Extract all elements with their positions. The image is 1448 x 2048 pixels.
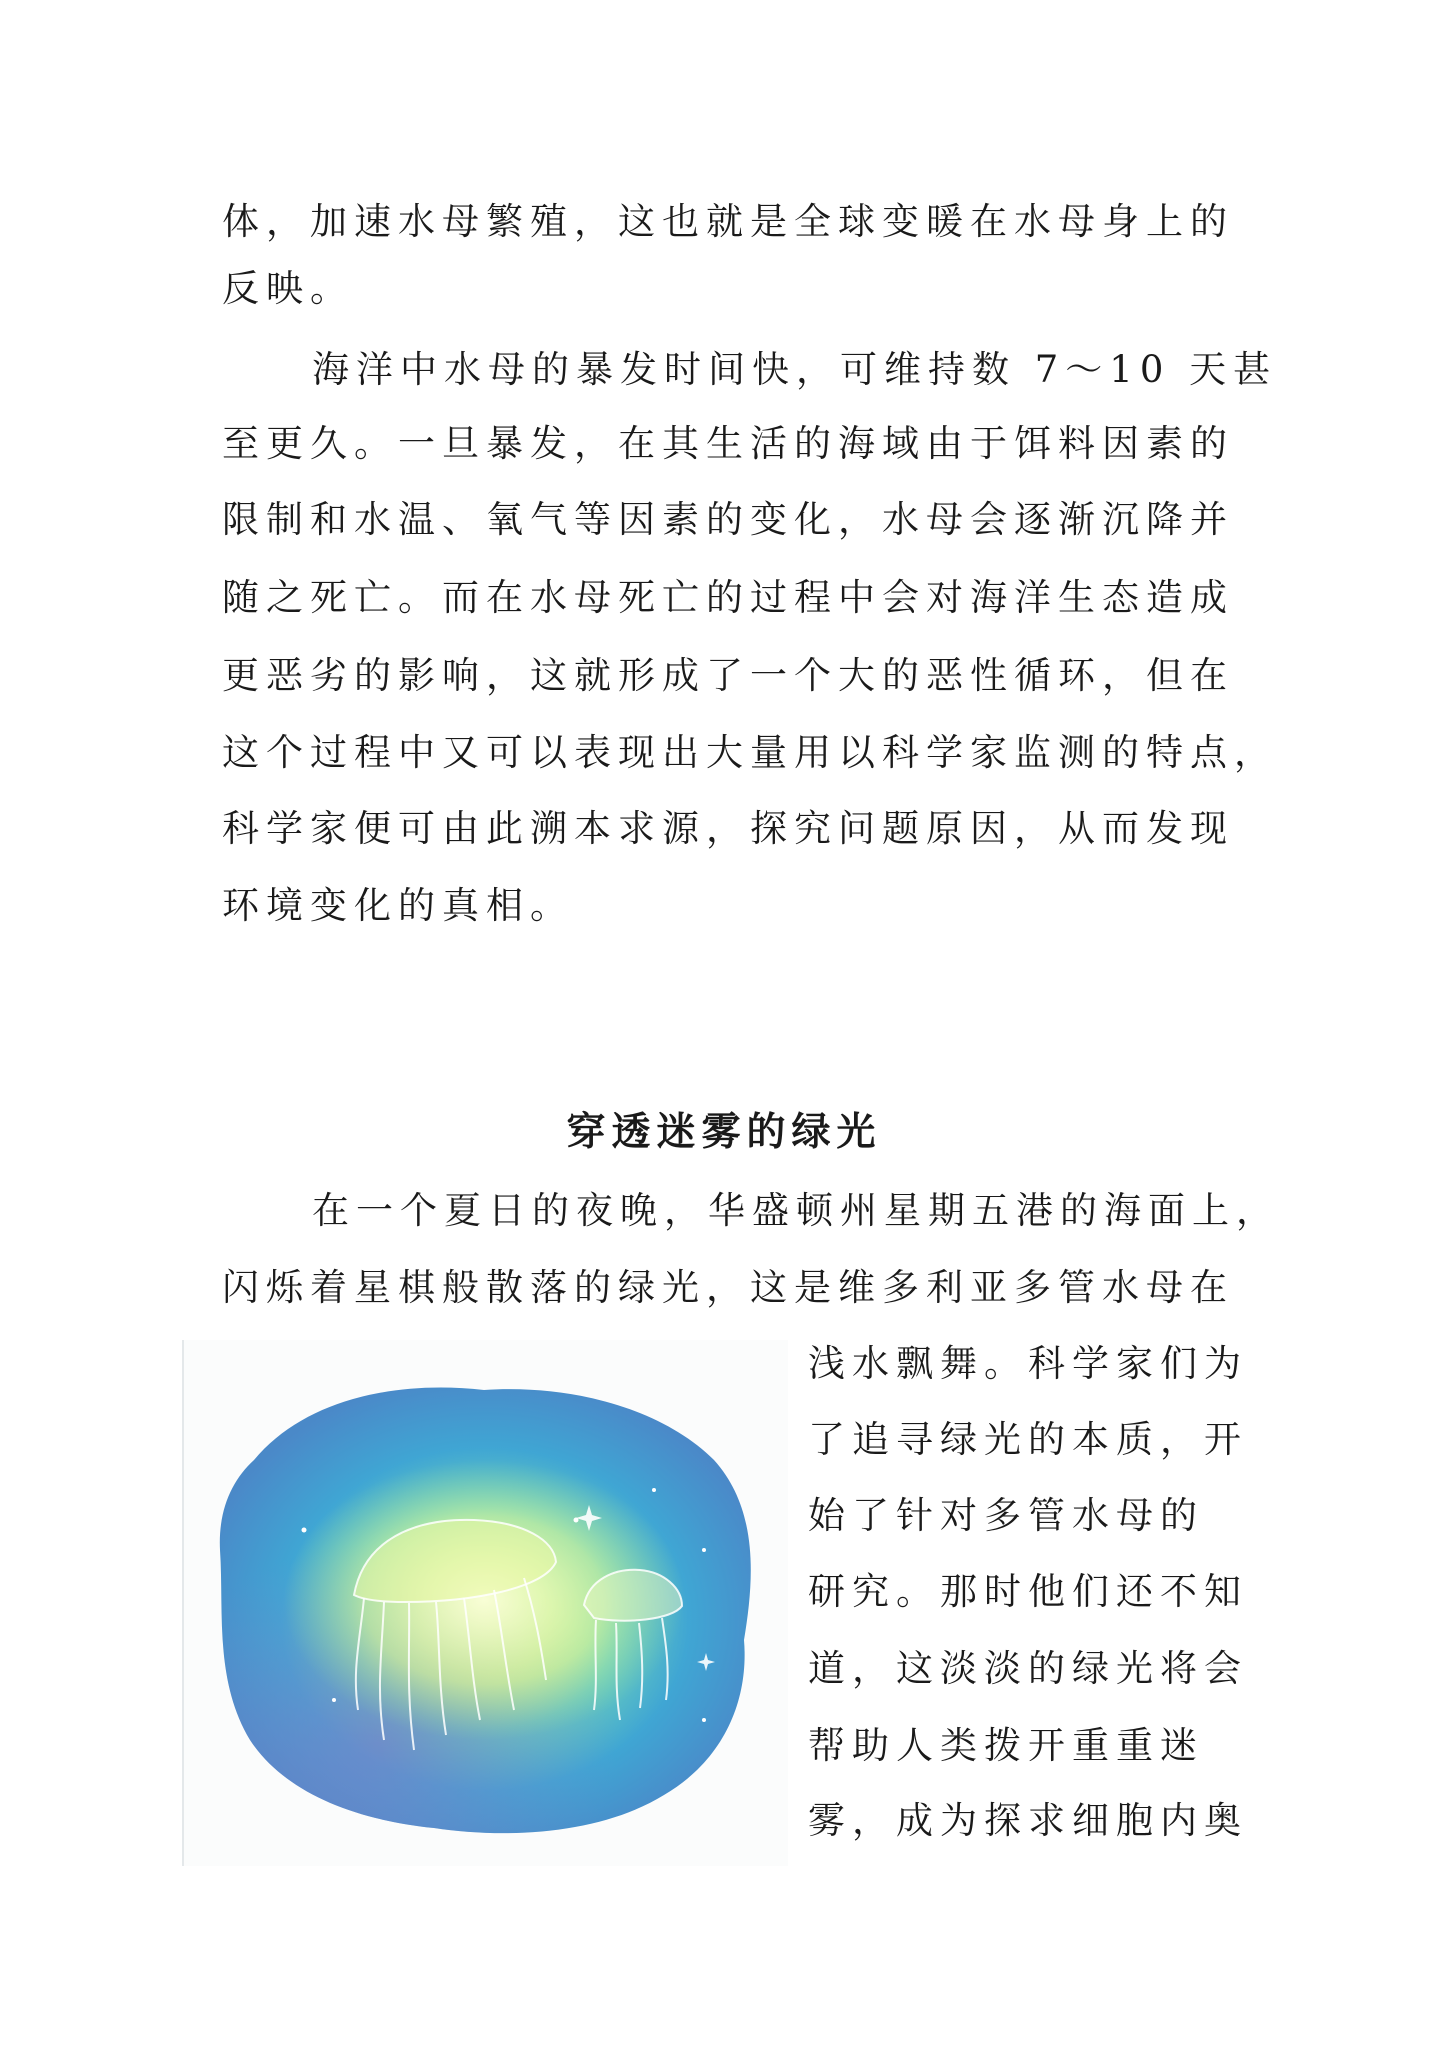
- para3-wrap-line-5: 道，这淡淡的绿光将会: [808, 1647, 1248, 1690]
- section-title: 穿透迷雾的绿光: [566, 1110, 882, 1155]
- para3-wrap-line-4: 研究。那时他们还不知: [808, 1570, 1248, 1613]
- para3-wrap-line-3: 始了针对多管水母的: [808, 1494, 1204, 1537]
- para2-line-4: 随之死亡。而在水母死亡的过程中会对海洋生态造成: [222, 576, 1234, 619]
- para2-line-8: 环境变化的真相。: [222, 884, 574, 927]
- para2-line-5: 更恶劣的影响，这就形成了一个大的恶性循环，但在: [222, 654, 1234, 697]
- jellyfish-watercolor-icon: [184, 1340, 788, 1866]
- para3-wrap-line-7: 雾，成为探求细胞内奥: [808, 1799, 1248, 1842]
- para1-line-2: 反映。: [222, 267, 354, 310]
- para2-line-3: 限制和水温、氧气等因素的变化，水母会逐渐沉降并: [222, 498, 1234, 541]
- para2-line-6: 这个过程中又可以表现出大量用以科学家监测的特点，: [222, 731, 1278, 774]
- para1-line-1: 体，加速水母繁殖，这也就是全球变暖在水母身上的: [222, 200, 1234, 243]
- para2-line-1: 海洋中水母的暴发时间快，可维持数 7～10 天甚: [312, 348, 1278, 391]
- para3-wrap-line-6: 帮助人类拨开重重迷: [808, 1724, 1204, 1767]
- para3-line-1: 在一个夏日的夜晚，华盛顿州星期五港的海面上，: [312, 1189, 1280, 1232]
- para3-wrap-line-2: 了追寻绿光的本质，开: [808, 1418, 1248, 1461]
- para3-line-2: 闪烁着星棋般散落的绿光，这是维多利亚多管水母在: [222, 1266, 1234, 1309]
- para3-wrap-line-1: 浅水飘舞。科学家们为: [808, 1342, 1248, 1385]
- jellyfish-illustration: [182, 1340, 788, 1866]
- para2-line-2: 至更久。一旦暴发，在其生活的海域由于饵料因素的: [222, 422, 1234, 465]
- para2-line-7: 科学家便可由此溯本求源，探究问题原因，从而发现: [222, 807, 1234, 850]
